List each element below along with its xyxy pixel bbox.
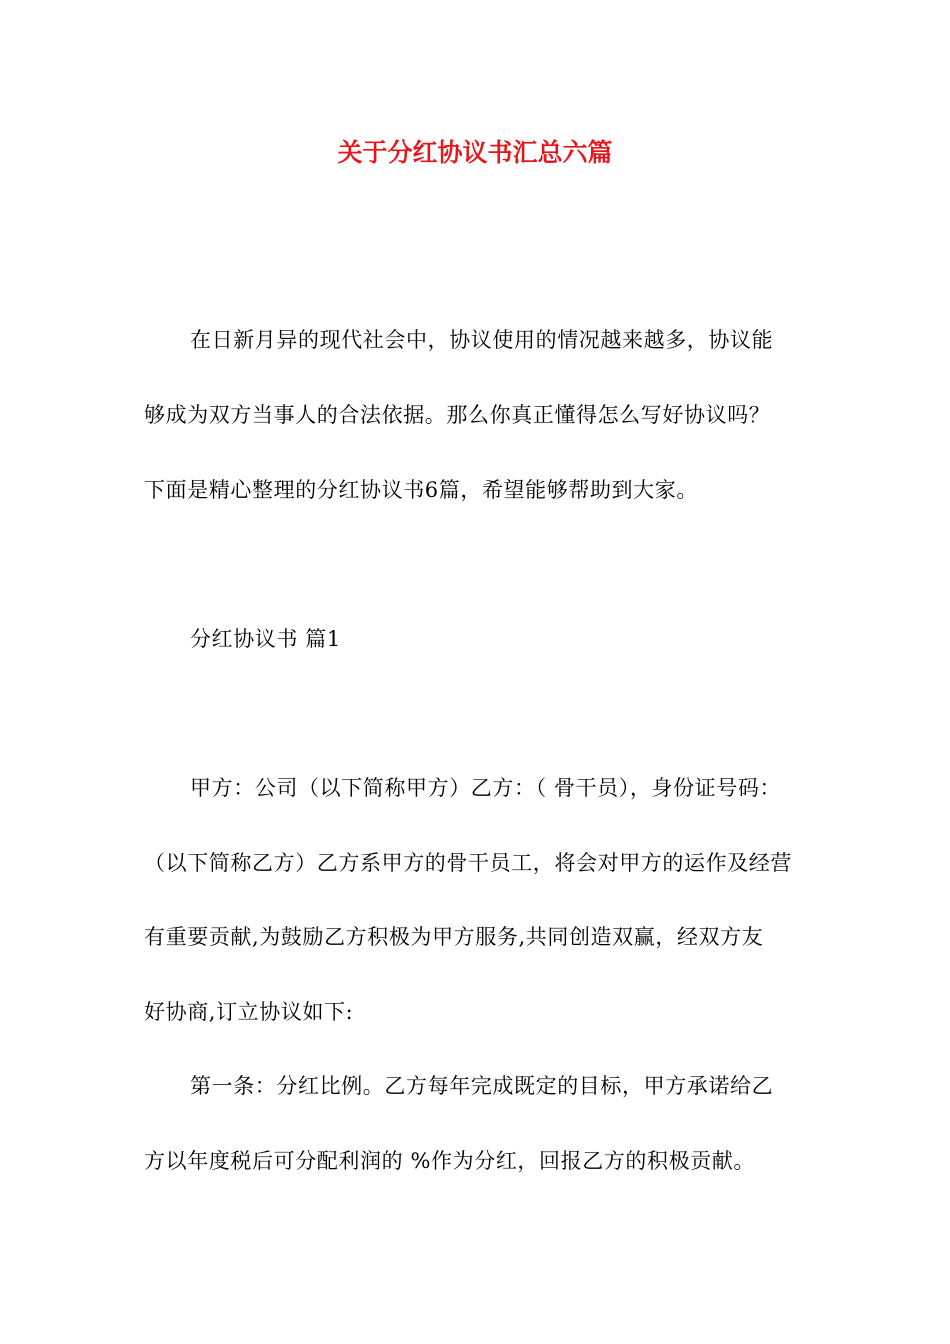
document-title: 关于分红协议书汇总六篇: [337, 138, 613, 167]
article1-line-2: 方以年度税后可分配利润的 %作为分红，回报乙方的积极贡献。: [144, 1149, 756, 1173]
section-heading: 分红协议书 篇1: [190, 627, 341, 651]
parties-line-1: 甲方：公司（以下简称甲方）乙方：（ 骨干员），身份证号码：: [190, 776, 782, 800]
article1-line-1: 第一条：分红比例。乙方每年完成既定的目标，甲方承诺给乙: [190, 1074, 774, 1098]
parties-line-3: 有重要贡献,为鼓励乙方积极为甲方服务,共同创造双赢，经双方友: [144, 925, 764, 949]
intro-line-2: 够成为双方当事人的合法依据。那么你真正懂得怎么写好协议吗？: [144, 403, 771, 427]
parties-line-2: （以下简称乙方）乙方系甲方的骨干员工，将会对甲方的运作及经营: [144, 851, 792, 875]
parties-line-4: 好协商,订立协议如下:: [144, 1000, 354, 1024]
intro-line-1: 在日新月异的现代社会中，协议使用的情况越来越多，协议能: [190, 328, 774, 352]
intro-line-3: 下面是精心整理的分红协议书6篇，希望能够帮助到大家。: [144, 478, 698, 502]
